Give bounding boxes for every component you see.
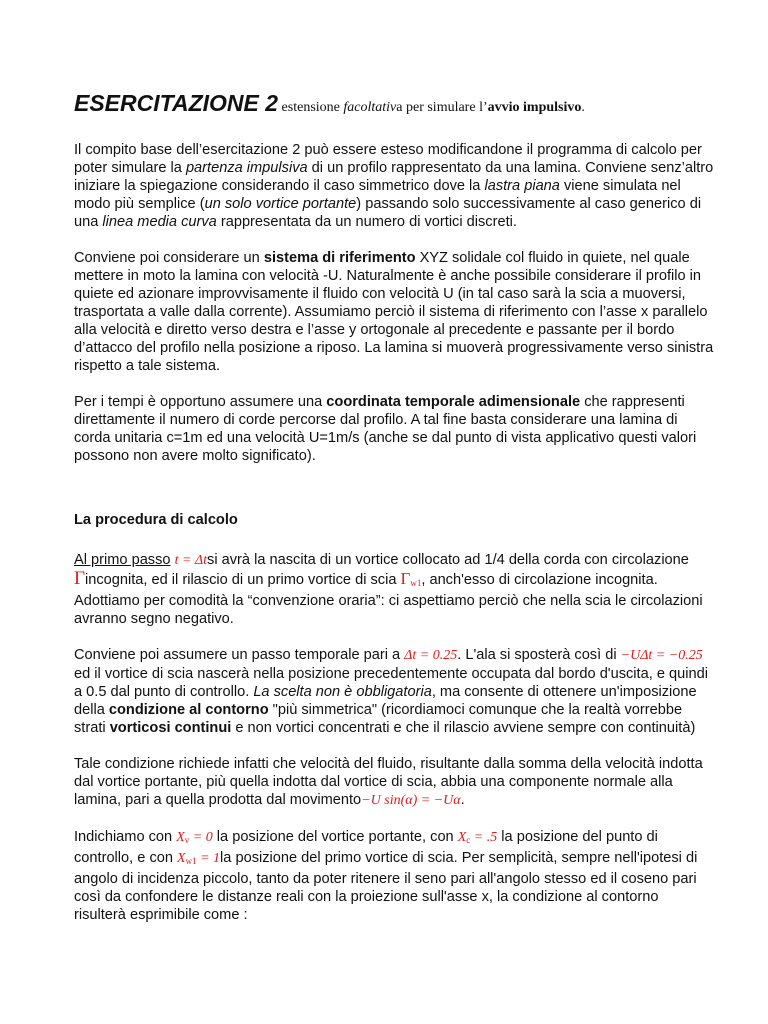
paragraph-4 [74,551,714,628]
p6-text: Tale condizione richiede infatti che velocità del fluido, risultante dalla somma della velocità indotta dal vortice portante, più quella indotta dal vortice di scia, abbia una componente normale alla lamina, pari a quella prodotta dal movimento [74,756,703,808]
formula-x: X [177,851,186,866]
formula-gamma: Γ [74,568,85,589]
p5-bold: condizione al contorno [108,702,269,718]
p4-text: , anch'esso di circolazione incognita. Adottiamo per comodità la “convenzione oraria”: ci aspettiamo perciò che nella scia le circolazioni avranno segno negativo. [74,572,703,627]
paragraph-5 [74,646,714,737]
formula-t-dt: t = Δt [174,553,208,568]
p5-italic: La scelta non è obbligatoria [253,684,432,700]
p5-text: Conviene poi assumere un passo temporale pari a [74,647,405,663]
p4-underlined: Al primo passo [74,552,171,568]
p7-text: la posizione del vortice portante, con [212,829,458,845]
title-sub-b: facoltativ [343,100,397,115]
title-sub-c: a per simulare l’ [396,100,488,115]
paragraph-2 [74,249,714,375]
p1-text: Il compito base dell’esercitazione 2 può essere esteso modificandone il programma di calcolo per poter simulare la [74,142,702,176]
formula-subscript: v [184,835,190,845]
paragraph-6 [74,755,714,810]
formula-dt: Δt = 0.25 [404,648,458,663]
p1-text: rappresentata da un numero di vortici discreti. [216,214,517,230]
p3-text: Per i tempi è opportuno assumere una [74,394,327,410]
p5-text: ed il vortice di scia nascerà nella posizione precedentemente occupata dal bordo d'uscita, e quindi a 0.5 dal punto di controllo. [74,666,708,700]
p1-italic: lastra piana [484,178,560,194]
p5-text: e non vortici concentrati e che il rilascio avviene sempre con continuità) [231,720,696,736]
paragraph-1 [74,141,714,231]
formula-x: X [457,830,467,845]
formula-subscript: w1 [410,578,422,588]
p5-bold: vorticosi continui [109,720,232,736]
p6-text: . [460,792,465,808]
formula-xc [458,830,498,845]
p5-text: . L'ala si sposterà così di [457,647,621,663]
p1-text: viene simulata nel modo più semplice ( [74,178,681,212]
p5-text: , ma consente di ottenere un'imposizione della [74,684,697,718]
title-sub-a: estensione [281,100,340,115]
p1-italic: un solo vortice portante [204,196,357,212]
p2-bold: sistema di riferimento [263,250,416,266]
paragraph-3 [74,393,714,465]
p2-text: Conviene poi considerare un [74,250,264,266]
section-heading: La procedura di calcolo [74,512,238,528]
formula-gamma-symbol: Γ [400,569,411,588]
formula-value: = 1 [196,851,221,866]
title-line [74,88,714,123]
formula-subscript: w1 [185,856,197,866]
p1-text: ) passando solo successivamente al caso generico di una [74,196,702,230]
p7-text: Indichiamo con [74,829,177,845]
formula-normal-velocity: −U sin(α) = −Uα [361,793,461,808]
p4-text: incognita, ed il rilascio di un primo vortice di scia [84,572,401,588]
p1-italic: partenza impulsiva [185,160,308,176]
formula-gamma-w1 [400,569,422,588]
formula-displacement: −UΔt = −0.25 [620,648,703,663]
formula-value: = .5 [470,830,498,845]
formula-xw1 [177,851,220,866]
p2-text: XYZ solidale col fluido in quiete, nel quale mettere in moto la lamina con velocità -U. Naturalmente è anche possibile considerare il profilo in quiete ed azionare improvvisamente il fluido con velocità U (in tal caso sarà la scia a muoversi, trasportata a valle dalla corrente). Assumiamo perciò il sistema di riferimento con l’asse x parallelo alla velocità e diretto verso destra e l’asse y ortogonale al precedente e passante per il bordo d’attacco del profilo nella posizione a riposo. La lamina si muoverà progressivamente verso sinistra rispetto a tale sistema. [74,250,714,374]
title-sub-d: avvio impulsivo [487,100,582,115]
formula-xv [176,830,213,845]
p3-text: che rappresenti direttamente il numero di corde percorse dal profilo. A tal fine basta considerare una lamina di corda unitaria c=1m ed una velocità U=1m/s (anche se dal punto di vista applicativo questi valori possono non avere molto significato). [74,394,697,464]
p1-italic: linea media curva [102,214,217,230]
document-title: ESERCITAZIONE 2 [74,90,279,116]
p5-text: "più simmetrica" (ricordiamoci comunque che la realtà vorrebbe strati [74,702,683,736]
p4-text: si avrà la nascita di un vortice collocato ad 1/4 della corda con circolazione [207,552,689,568]
paragraph-7 [74,828,714,924]
p7-text: la posizione del primo vortice di scia. Per semplicità, sempre nell'ipotesi di angolo di incidenza piccolo, tanto da poter ritenere il seno pari all'angolo stesso ed il coseno pari così da confondere le distanze reali con la proiezione sull'asse x, la condizione al contorno risulterà esprimibile come : [74,850,698,923]
document-page [74,88,714,942]
formula-value: = 0 [189,830,213,845]
p7-text: la posizione del punto di controllo, e con [74,829,658,866]
formula-x: X [176,830,185,845]
p3-bold: coordinata temporale adimensionale [326,394,581,410]
p1-text: di un profilo rappresentato da una lamina. Conviene senz’altro iniziare la spiegazione considerando il caso simmetrico dove la [74,160,714,194]
title-sub-e: . [581,100,585,115]
formula-subscript: c [466,835,471,845]
